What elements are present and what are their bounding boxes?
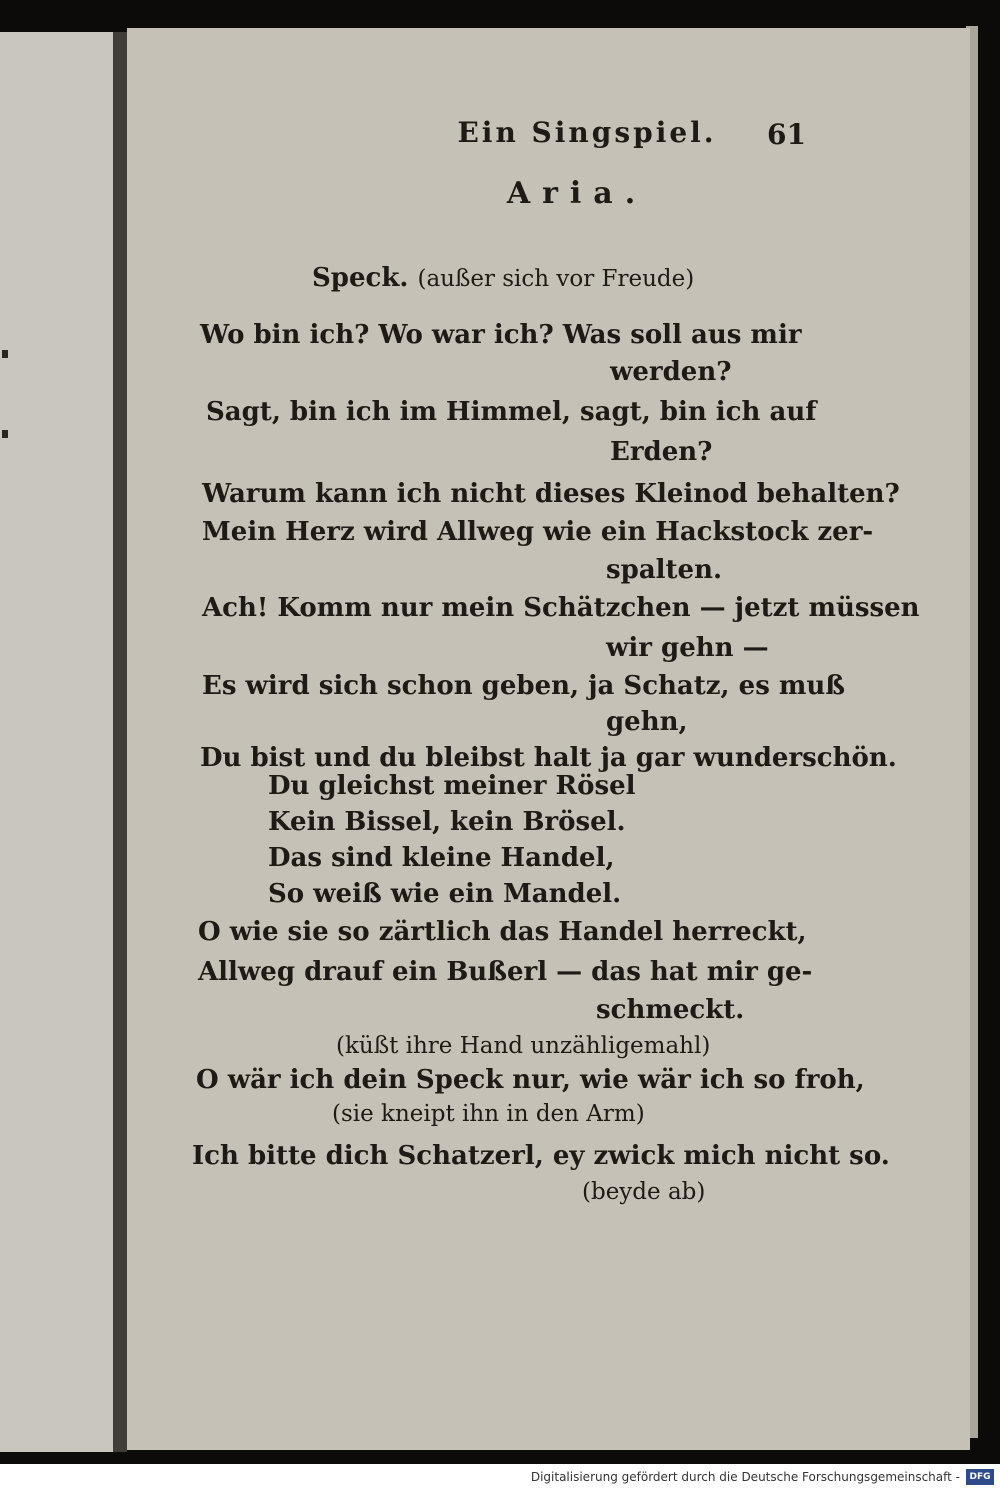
verse-line: werden? [610, 357, 732, 387]
book-page [127, 28, 970, 1450]
verse-line: spalten. [606, 555, 723, 585]
verse-line: Erden? [610, 437, 713, 467]
verse-line: wir gehn — [606, 633, 769, 663]
page-number: 61 [767, 118, 806, 151]
dfg-logo-icon: DFG [966, 1469, 994, 1485]
speaker-line [312, 260, 694, 297]
verse-line: O wär ich dein Speck nur, wie wär ich so froh, [196, 1065, 865, 1095]
verse-line: Warum kann ich nicht dieses Kleinod behalten? [202, 479, 900, 509]
stage-direction: (küßt ihre Hand unzähligemahl) [336, 1033, 711, 1059]
margin-mark [2, 350, 8, 358]
verse-line: O wie sie so zärtlich das Handel herreckt, [198, 917, 807, 947]
funding-notice: Digitalisierung gefördert durch die Deutsche Forschungsgemeinschaft - [530, 1470, 960, 1484]
stage-direction: (außer sich vor Freude) [417, 266, 695, 292]
verse-line: So weiß wie ein Mandel. [268, 879, 622, 909]
running-head: Ein Singspiel. [457, 116, 717, 149]
stage-direction: (beyde ab) [582, 1179, 706, 1205]
verse-line: schmeckt. [596, 995, 745, 1025]
verse-line: Ach! Komm nur mein Schätzchen — jetzt müssen [202, 593, 920, 623]
section-heading: Aria. [506, 176, 648, 211]
book-gutter [113, 32, 127, 1452]
verse-line: Das sind kleine Handel, [268, 843, 615, 873]
speaker-name: Speck. [312, 263, 409, 293]
verse-line: Du bist und du bleibst halt ja gar wunderschön. [200, 743, 897, 773]
stage-direction: (sie kneipt ihn in den Arm) [332, 1101, 645, 1127]
verse-line: Ich bitte dich Schatzerl, ey zwick mich nicht so. [192, 1141, 890, 1171]
verse-line: Mein Herz wird Allweg wie ein Hackstock zer- [202, 517, 874, 547]
verse-line: Du gleichst meiner Rösel [268, 771, 636, 801]
verse-line: Es wird sich schon geben, ja Schatz, es muß [202, 671, 846, 701]
verse-line: gehn, [606, 707, 688, 737]
verse-line: Kein Bissel, kein Brösel. [268, 807, 626, 837]
footer-bar [0, 1464, 1000, 1491]
verse-line: Allweg drauf ein Bußerl — das hat mir ge- [198, 957, 813, 987]
margin-mark [2, 430, 8, 438]
verse-line: Wo bin ich? Wo war ich? Was soll aus mir [200, 320, 802, 350]
verse-line: Sagt, bin ich im Himmel, sagt, bin ich auf [206, 397, 817, 427]
left-page-edge [0, 32, 118, 1452]
